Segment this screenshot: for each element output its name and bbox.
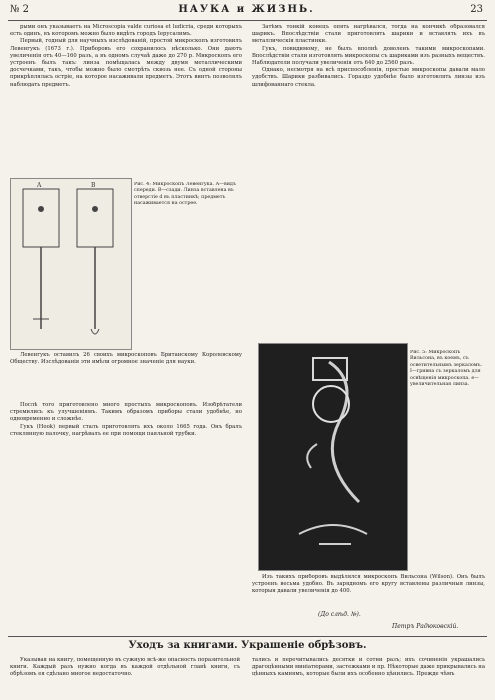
section-rule <box>8 636 487 637</box>
paragraph: Гукъ (Hook) первый сталъ приготовлять ихъ около 1665 года. Онъ бралъ стеклянную палочку, нагрѣвалъ ее при помощи паяльной трубки. <box>10 423 242 437</box>
right-column-top <box>252 24 485 336</box>
continuation-note: (До слѣд. №). <box>318 611 361 618</box>
paragraph: Однако, несмотря на всѣ приспособленія, простые микроскопы давали мало удобствъ. Шарики разбивались. Гораздо удобнѣе было изготовлять линзы изъ шлифованнаго стекла. <box>252 67 485 88</box>
author-signature: Петръ Радюковскій. <box>392 623 459 630</box>
paragraph: рыми онъ указываетъ на Microscopia valde curiosa et ludicria, среди которыхъ есть одинъ, въ которомъ можно было видѣть городъ Іерусалимъ. <box>10 24 242 38</box>
left-column-bottom <box>10 402 242 620</box>
paragraph: Затѣмъ тонкій конецъ опять нагрѣвался, тогда на кончикѣ образовался шарикъ. Впослѣдствіи стали приготовлять шарики и вставлять ихъ въ металлическія пластинки. <box>252 24 485 45</box>
figure-4-caption: Рис. 4: Микроскопъ Левенгука. А—видъ спереди. В—сзади. Линза вставлена въ отверстіе d въ пластинкѣ; предметъ насаживается на острее. <box>134 182 236 207</box>
paragraph: Первый, годный для научныхъ изслѣдованій, простой микроскопъ изготовилъ Левенгукъ (1673 г.). Приборовъ его сохранилось нѣсколько. Они даютъ увеличенія отъ 40—160 разъ, а въ одномъ случаѣ даже до 270 р. Микроскопъ его устроенъ былъ такъ: линза помѣщалась между двумя металлическими досчечками, такъ, чтобы можно было смотрѣть сквозь нее. Съ одной стороны прикрѣплялась остріе, на которое насаживали предметъ. Этотъ винтъ позволялъ наблюдать предметъ. <box>10 38 242 88</box>
paragraph: Изъ такихъ приборовъ выдѣлялся микроскопъ Вильсона (Wilson). Онъ былъ устроенъ весьма удобно. Въ зарядномъ его кругу вставлены различныя линзы, которыя давали увеличенія до 400. <box>252 574 485 595</box>
paragraph: Послѣ того приготовлено много простыхъ микроскоповъ. Изобрѣтатели стремились къ улучшеніямъ. Такимъ образомъ приборы стали удобнѣе, но одновременно и сложнѣе. <box>10 402 242 423</box>
svg-text:A: A <box>37 182 42 189</box>
paragraph: тались и перечитывались десятки и сотни разъ; ихъ сочиненія украшались драгоцѣнными миніатюрами, застежками и пр. Нѣкоторые даже прикрывались на цѣнныхъ камнямъ, которые были ихъ особенно цѣнились. Прежде чѣмъ <box>252 657 485 678</box>
paragraph: Левенгукъ оставилъ 26 своихъ микроскоповъ Британскому Королевскому Обществу. Изслѣдованія эти имѣли огромное значеніе для науки. <box>10 352 242 366</box>
paragraph: Гукъ, повидимому, не былъ вполнѣ доволенъ такими микроскопами. Впослѣдствіи стали изготовлять микроскопы съ шариками изъ разныхъ веществъ. Наблюдатели получали увеличенія отъ 640 до 2560 разъ. <box>252 45 485 67</box>
right-column-bottom <box>252 574 485 610</box>
figure-4-leeuwenhoek-microscope <box>10 178 132 350</box>
left-column-top <box>10 24 242 172</box>
figure-5-caption: Рис. 5: Микроскопъ Вильсона, въ коемъ, съ осветительнымъ зеркаломъ. I—гривна съ зеркаломъ для освѣщенія микроскопа. e—увеличительная линза. <box>410 350 483 388</box>
left-column-middle <box>10 352 242 400</box>
header-rule <box>8 20 487 21</box>
page-number: 23 <box>470 4 483 15</box>
page-header <box>10 4 483 20</box>
figure-5-wilson-microscope <box>258 343 408 571</box>
paragraph: Указывая на книгу, помещенную въ сужную всѣ-же опасность поразительной книги. Каждый разъ нужно когда въ каждой отдѣльной главѣ книги, съ обрѣзомъ ея сдѣлано многое недостаточно. <box>10 657 240 678</box>
bottom-left-column <box>10 657 240 697</box>
bottom-right-column <box>252 657 485 697</box>
section-title: Уходъ за книгами. Украшеніе обрѣзовъ. <box>128 640 367 651</box>
journal-title: НАУКА и ЖИЗНЬ. <box>178 4 315 15</box>
issue-number: № 2 <box>10 4 30 15</box>
svg-text:B: B <box>91 182 96 189</box>
